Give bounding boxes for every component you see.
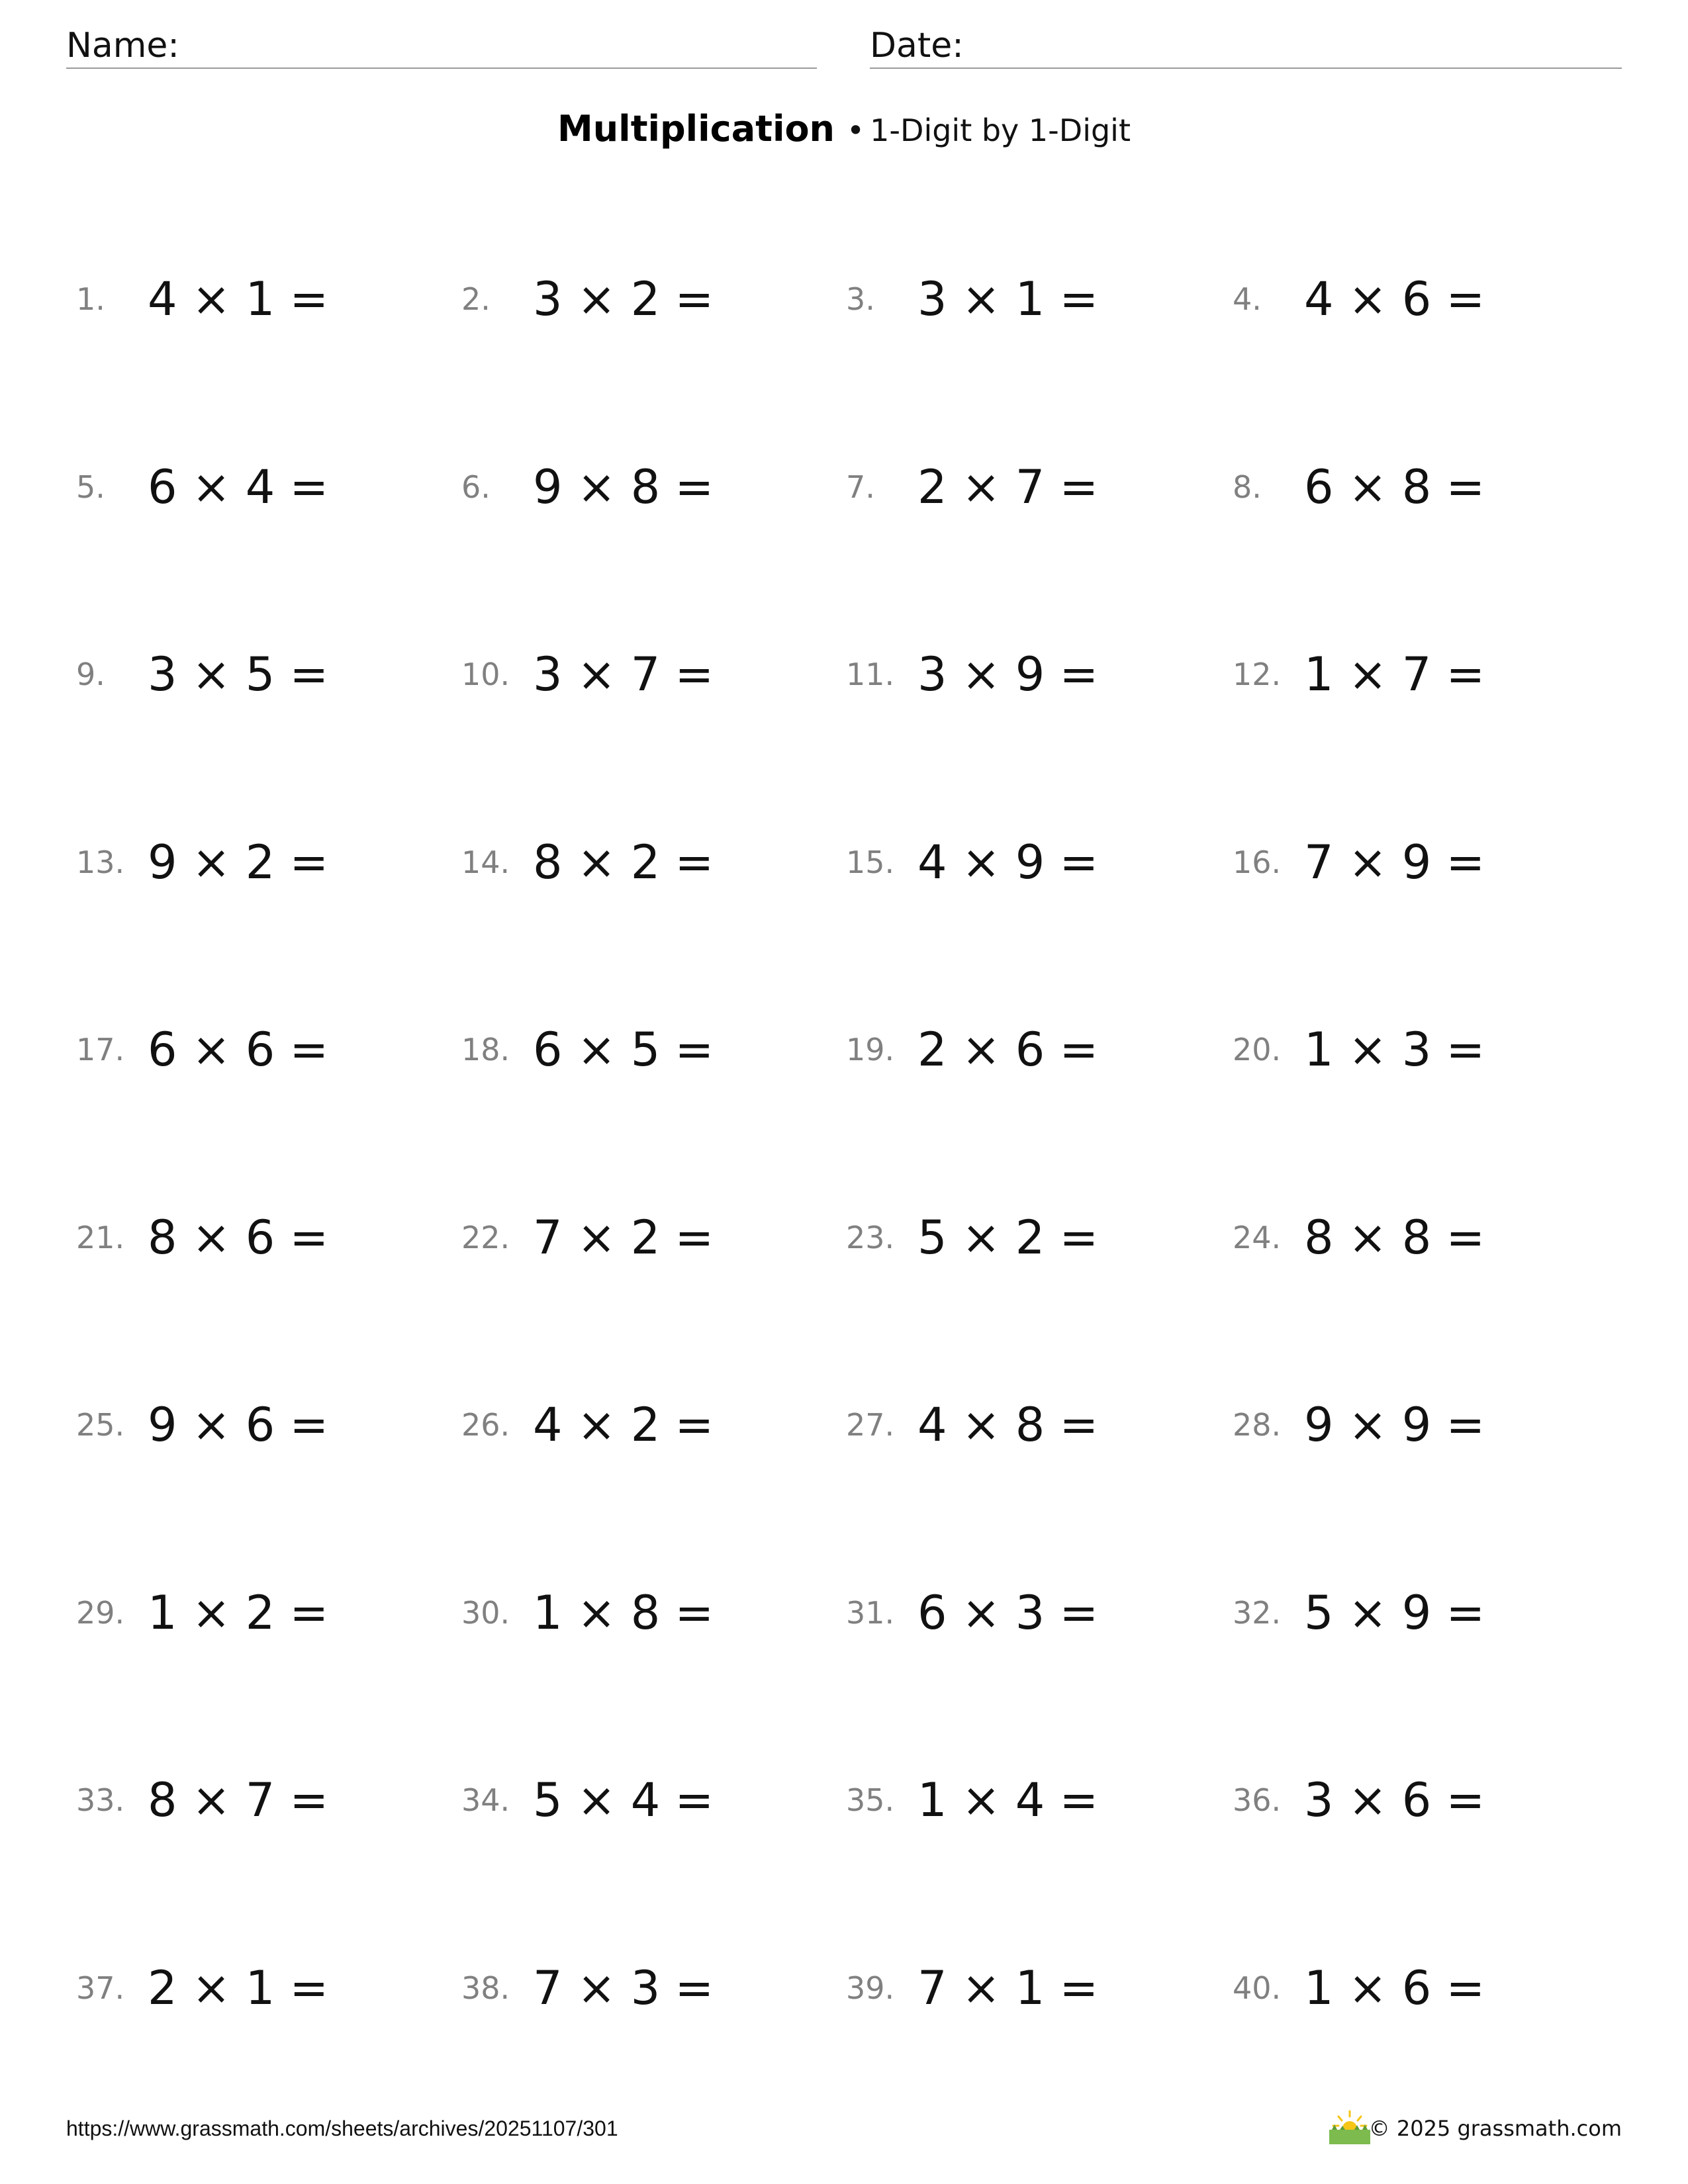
problem-expression: 2 × 6 = bbox=[917, 1023, 1099, 1077]
problem-number: 40. bbox=[1233, 1970, 1282, 2006]
problem-number: 31. bbox=[846, 1595, 895, 1631]
problem-item bbox=[846, 1197, 1217, 1263]
problem-number: 20. bbox=[1233, 1032, 1282, 1068]
problem-number: 7. bbox=[846, 469, 875, 505]
problem-expression: 6 × 6 = bbox=[148, 1023, 329, 1077]
problem-expression: 6 × 5 = bbox=[533, 1023, 714, 1077]
problem-number: 5. bbox=[76, 469, 105, 505]
grass-sun-logo-icon bbox=[1327, 2109, 1373, 2146]
problem-item bbox=[76, 1197, 447, 1263]
problem-expression: 6 × 8 = bbox=[1304, 460, 1485, 514]
problem-item bbox=[1233, 1572, 1603, 1638]
problem-number: 35. bbox=[846, 1782, 895, 1818]
problem-item bbox=[1233, 1009, 1603, 1075]
problem-item bbox=[461, 1384, 832, 1450]
problem-item bbox=[1233, 633, 1603, 700]
problem-item bbox=[76, 1759, 447, 1825]
problem-expression: 3 × 9 = bbox=[917, 647, 1099, 702]
problem-item bbox=[76, 821, 447, 887]
problem-number: 39. bbox=[846, 1970, 895, 2006]
problem-expression: 1 × 3 = bbox=[1304, 1023, 1485, 1077]
problem-expression: 5 × 9 = bbox=[1304, 1586, 1485, 1640]
problem-item bbox=[1233, 821, 1603, 887]
problem-expression: 5 × 2 = bbox=[917, 1210, 1099, 1265]
problem-item bbox=[76, 1009, 447, 1075]
problem-item bbox=[461, 446, 832, 512]
problem-expression: 1 × 7 = bbox=[1304, 647, 1485, 702]
problem-expression: 4 × 6 = bbox=[1304, 272, 1485, 326]
problem-expression: 5 × 4 = bbox=[533, 1773, 714, 1827]
problem-expression: 2 × 1 = bbox=[148, 1961, 329, 2015]
problem-item bbox=[846, 446, 1217, 512]
problem-number: 15. bbox=[846, 844, 895, 880]
problem-expression: 3 × 2 = bbox=[533, 272, 714, 326]
problem-expression: 7 × 1 = bbox=[917, 1961, 1099, 2015]
problem-number: 38. bbox=[461, 1970, 510, 2006]
problem-expression: 4 × 9 = bbox=[917, 835, 1099, 889]
problem-item bbox=[1233, 1384, 1603, 1450]
title-main: Multiplication bbox=[557, 108, 835, 150]
problem-number: 25. bbox=[76, 1407, 125, 1443]
problem-number: 27. bbox=[846, 1407, 895, 1443]
problem-item bbox=[1233, 1759, 1603, 1825]
problem-number: 28. bbox=[1233, 1407, 1282, 1443]
problem-expression: 4 × 2 = bbox=[533, 1398, 714, 1452]
problem-number: 6. bbox=[461, 469, 491, 505]
problem-number: 19. bbox=[846, 1032, 895, 1068]
problem-expression: 3 × 5 = bbox=[148, 647, 329, 702]
problem-expression: 6 × 4 = bbox=[148, 460, 329, 514]
problem-number: 9. bbox=[76, 657, 105, 692]
problem-expression: 7 × 2 = bbox=[533, 1210, 714, 1265]
problem-number: 11. bbox=[846, 657, 895, 692]
problem-item bbox=[76, 633, 447, 700]
problem-expression: 4 × 1 = bbox=[148, 272, 329, 326]
problem-number: 1. bbox=[76, 281, 105, 317]
problem-expression: 8 × 8 = bbox=[1304, 1210, 1485, 1265]
problem-number: 23. bbox=[846, 1220, 895, 1255]
problem-number: 37. bbox=[76, 1970, 125, 2006]
problem-item bbox=[846, 1009, 1217, 1075]
problem-expression: 6 × 3 = bbox=[917, 1586, 1099, 1640]
problem-expression: 2 × 7 = bbox=[917, 460, 1099, 514]
problem-item bbox=[461, 821, 832, 887]
problem-item bbox=[461, 258, 832, 324]
problem-expression: 9 × 9 = bbox=[1304, 1398, 1485, 1452]
title-subtitle: 1-Digit by 1-Digit bbox=[870, 113, 1131, 148]
problem-number: 24. bbox=[1233, 1220, 1282, 1255]
problem-number: 21. bbox=[76, 1220, 125, 1255]
problem-number: 13. bbox=[76, 844, 125, 880]
problem-expression: 8 × 2 = bbox=[533, 835, 714, 889]
problem-number: 8. bbox=[1233, 469, 1262, 505]
problem-expression: 3 × 6 = bbox=[1304, 1773, 1485, 1827]
problem-number: 33. bbox=[76, 1782, 125, 1818]
problem-expression: 9 × 6 = bbox=[148, 1398, 329, 1452]
problem-number: 18. bbox=[461, 1032, 510, 1068]
problem-item bbox=[846, 633, 1217, 700]
problem-item bbox=[846, 821, 1217, 887]
problem-number: 14. bbox=[461, 844, 510, 880]
problem-expression: 7 × 9 = bbox=[1304, 835, 1485, 889]
problem-number: 4. bbox=[1233, 281, 1262, 317]
problem-expression: 9 × 2 = bbox=[148, 835, 329, 889]
problem-item bbox=[1233, 258, 1603, 324]
problem-expression: 8 × 6 = bbox=[148, 1210, 329, 1265]
problem-expression: 4 × 8 = bbox=[917, 1398, 1099, 1452]
problem-number: 3. bbox=[846, 281, 875, 317]
problem-item bbox=[461, 1197, 832, 1263]
problem-item bbox=[461, 1009, 832, 1075]
problem-item bbox=[846, 1759, 1217, 1825]
problem-expression: 3 × 1 = bbox=[917, 272, 1099, 326]
problem-item bbox=[846, 1572, 1217, 1638]
problem-number: 22. bbox=[461, 1220, 510, 1255]
problem-item bbox=[76, 1947, 447, 2013]
problem-item bbox=[846, 1947, 1217, 2013]
problem-number: 30. bbox=[461, 1595, 510, 1631]
date-label: Date: bbox=[870, 26, 964, 66]
problem-item bbox=[1233, 446, 1603, 512]
problem-expression: 9 × 8 = bbox=[533, 460, 714, 514]
problem-expression: 1 × 4 = bbox=[917, 1773, 1099, 1827]
problem-item bbox=[846, 258, 1217, 324]
problem-expression: 1 × 2 = bbox=[148, 1586, 329, 1640]
problem-item bbox=[1233, 1947, 1603, 2013]
title-separator: • bbox=[847, 113, 865, 148]
problem-expression: 8 × 7 = bbox=[148, 1773, 329, 1827]
problem-item bbox=[76, 1384, 447, 1450]
problem-item bbox=[846, 1384, 1217, 1450]
problem-item bbox=[461, 633, 832, 700]
problem-number: 2. bbox=[461, 281, 491, 317]
problem-item bbox=[461, 1759, 832, 1825]
problem-number: 34. bbox=[461, 1782, 510, 1818]
problem-expression: 1 × 8 = bbox=[533, 1586, 714, 1640]
problem-expression: 3 × 7 = bbox=[533, 647, 714, 702]
problem-item bbox=[461, 1572, 832, 1638]
problem-expression: 1 × 6 = bbox=[1304, 1961, 1485, 2015]
footer-copyright: © 2025 grassmath.com bbox=[1368, 2116, 1622, 2141]
problem-item bbox=[76, 1572, 447, 1638]
problem-number: 32. bbox=[1233, 1595, 1282, 1631]
problem-number: 16. bbox=[1233, 844, 1282, 880]
problem-number: 29. bbox=[76, 1595, 125, 1631]
problem-number: 36. bbox=[1233, 1782, 1282, 1818]
problem-number: 10. bbox=[461, 657, 510, 692]
problem-expression: 7 × 3 = bbox=[533, 1961, 714, 2015]
problem-number: 12. bbox=[1233, 657, 1282, 692]
problem-item bbox=[461, 1947, 832, 2013]
name-label: Name: bbox=[66, 26, 179, 66]
problem-number: 17. bbox=[76, 1032, 125, 1068]
problem-number: 26. bbox=[461, 1407, 510, 1443]
footer-url[interactable]: https://www.grassmath.com/sheets/archives/20251107/301 bbox=[66, 2116, 618, 2140]
problem-item bbox=[1233, 1197, 1603, 1263]
problem-item bbox=[76, 258, 447, 324]
problem-item bbox=[76, 446, 447, 512]
